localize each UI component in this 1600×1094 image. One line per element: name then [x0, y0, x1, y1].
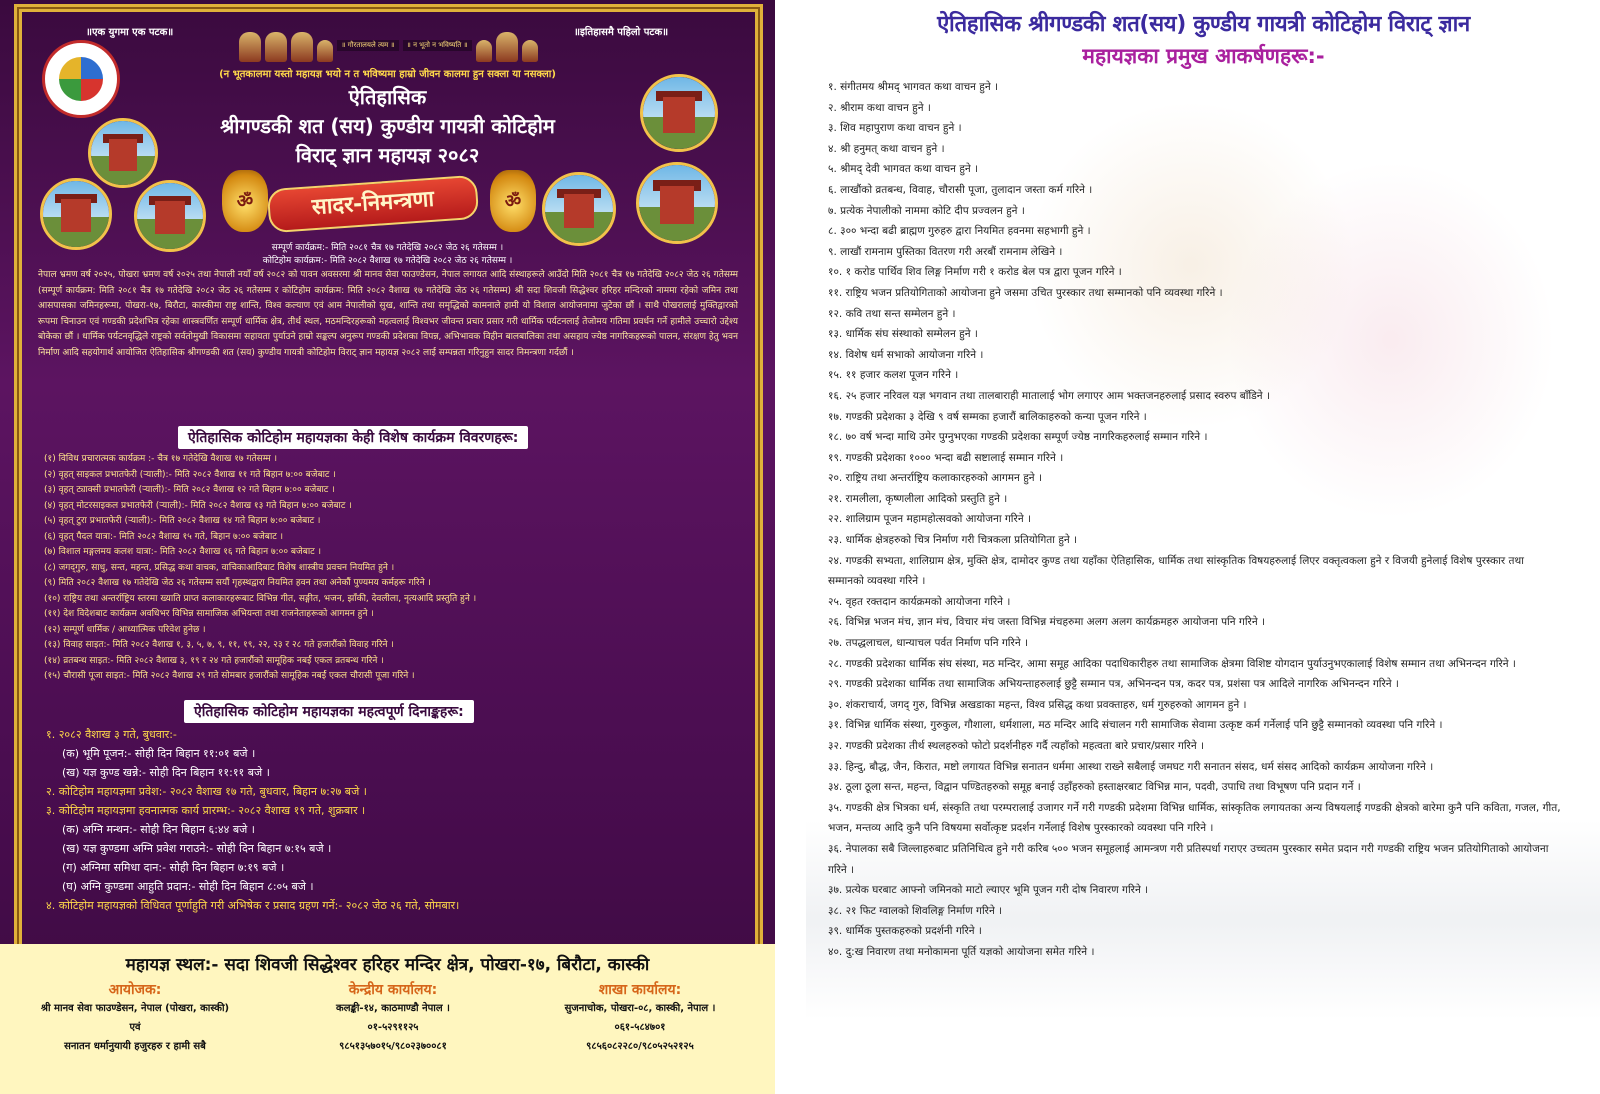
attraction-item: २१. रामलीला, कृष्णलीला आदिको प्रस्तुति हुने । [828, 492, 1008, 505]
attraction-item: ११. राष्ट्रिय भजन प्रतियोगिताको आयोजना हुने जसमा उचित पुरस्कार तथा सम्मानको पनि व्यवस्था गरिने । [828, 286, 1223, 299]
attraction-item: ३२. गण्डकी प्रदेशका तीर्थ स्थलहरुको फोटो प्रदर्शनीहरु गर्दै त्यहाँको महत्वता बारे प्रचार/प्रसार गरिने । [828, 740, 1204, 752]
program-item: (८) जगद्‍गुरु, साधु, सन्त, महन्त, प्रसिद्ध कथा वाचक, वाचिकाआदिबाट विशेष शास्त्रीय प्रवचन नियमित हुने । [44, 562, 395, 573]
program-item: (५) वृहत् टुरा प्रभातफेरी (र्‍याली):- मिति २०८२ वैशाख १४ गते बिहान ७:०० बजेबाट । [44, 516, 321, 526]
attraction-item: ३६. नेपालका सबै जिल्लाहरुबाट प्रतिनिधित्व हुने गरी करिब ५०० भजन समूहलाई आमन्त्रण गरी प्रतिस्पर्धा गराएर उच्चतम पुरस्कार समेत प्रदान गरी गण्डकी राष्ट्रिय भजन प्रतियोगिताको आयोजना गरिने । [828, 842, 1549, 876]
top-right-tag: ॥इतिहासमै पहिलो पटक॥ [574, 27, 669, 38]
organizer-heading: आयोजक: [108, 982, 162, 998]
attraction-item: १५. ११ हजार कलश पूजन गरिने । [828, 369, 959, 382]
kalash-om-icon: ॐ [222, 170, 268, 232]
program-item: (१४) व्रतबन्ध साइत:- मिति २०८२ वैशाख ३, १९ र २४ गते हजारौंको सामूहिक नबर्ई एकल व्रतबन्ध गरिने । [44, 655, 384, 666]
attractions-list [828, 77, 1563, 963]
program-item: (१५) चौरासी पूजा साइत:- मिति २०८२ वैशाख २९ गते सोमबार हजारौंको सामूहिक नबर्ई एकल चौरासी पूजा गरिने । [44, 671, 415, 681]
date-item: ३. कोटिहोम महायज्ञमा हवनात्मक कार्य प्रारम्भ:- २०८२ वैशाख १९ गते, शुक्रबार । [46, 804, 366, 817]
date-item: १. २०८२ वैशाख ३ गते, बुधवार:- [46, 728, 177, 741]
dates-list [46, 725, 459, 915]
date-item: २. कोटिहोम महायज्ञमा प्रवेश:- २०८२ वैशाख १७ गते, बुधवार, बिहान ७:२७ बजे । [46, 785, 367, 798]
poster-title-line2: श्रीगण्डकी शत (सय) कुण्डीय गायत्री कोटिहोम [220, 114, 555, 138]
pagoda-icon [522, 40, 538, 62]
deity-figure-icon [239, 32, 261, 62]
date-item: (ख) यज्ञ कुण्डमा अग्नि प्रवेश गराउने:- सोही दिन बिहान ७:१५ बजे । [62, 842, 332, 855]
temple-photo [542, 172, 616, 246]
deity-figure-icon [291, 32, 313, 62]
attraction-item: २०. राष्ट्रिय तथा अन्तर्राष्ट्रिय कलाकारहरुको आगमन हुने । [828, 472, 1042, 485]
attraction-item: ५. श्रीमद् देवी भागवत कथा वाचन हुने । [828, 163, 979, 176]
date-item: (ग) अग्निमा समिधा दान:- सोही दिन बिहान ७:१९ बजे । [62, 861, 285, 874]
attraction-item: १७. गण्डकी प्रदेशका ३ देखि ९ वर्ष सम्मका हजारौं बालिकाहरुको कन्या पूजन गरिने । [828, 410, 1147, 423]
attraction-item: ३५. गण्डकी क्षेत्र भित्रका धर्म, संस्कृति तथा परम्परालाई उजागर गर्ने गरी गण्डकी प्रदेशमा विभिन्न धार्मिक, सांस्कृतिक लगायतका अन्य विषयलाई गण्डकी क्षेत्रको बारेमा कुनै पनि कविता, गजल, गीत, भजन, मन्तव्य आदि कुनै पनि विषयमा सर्वोत्कृष्ट प्रदर्शन गर्नेलाई विशेष पुरस्कारको व्यवस्था पनि गरिने । [828, 801, 1561, 835]
attraction-item: १८. ७० वर्ष भन्दा माथि उमेर पुग्नुभएका गण्डकी प्रदेशका सम्पूर्ण ज्येष्ठ नागरिकहरुलाई सम्मान गरिने । [828, 431, 1208, 444]
program-item: (१३) विवाह साइत:- मिति २०८२ वैशाख १, ३, ५, ७, ९, ११, १९, २२, २३ र २८ गते हजारौंको विवाह गरिने । [44, 640, 394, 650]
attraction-item: ४. श्री हनुमत् कथा वाचन हुने । [828, 142, 945, 155]
organizer-conjunction: एवं [129, 1022, 141, 1033]
program-item: (१) विविध प्रचारात्मक कार्यक्रम :- चैत्र १७ गतेदेखि वैशाख १७ गतेसम्म । [44, 454, 278, 464]
venue-text: महायज्ञ स्थल:- सदा शिवजी सिद्धेश्वर हरिहर मन्दिर क्षेत्र, पोखरा-१७, बिरौटा, कास्की [125, 955, 650, 975]
date-item: ४. कोटिहोम महायज्ञको विधिवत पूर्णाहुति गरी अभिषेक र प्रसाद ग्रहण गर्ने:- २०८२ जेठ २६ गते, सोमबार। [46, 899, 460, 912]
top-left-tag: ॥एक युगमा एक पटक॥ [86, 27, 174, 38]
deity-strip-text-2: ॥ न भूतो न भविष्यति ॥ [403, 40, 472, 51]
program-item: (७) विशाल मङ्गलमय कलश यात्रा:- मिति २०८२ वैशाख १६ गते बिहान ७:०० बजेबाट । [44, 547, 321, 557]
date-item: (क) अग्नि मन्थन:- सोही दिन बिहान ६:४४ बजे । [62, 823, 255, 836]
programs-list [44, 452, 476, 685]
attraction-item: २६. विभिन्न भजन मंच, ज्ञान मंच, विचार मंच जस्ता विभिन्न मंचहरुमा अलग अलग कार्यक्रमहरु आयोजना पनि गरिने । [828, 616, 1265, 629]
invitation-banner: सादर-निमन्त्रणा [267, 175, 480, 234]
intro-paragraph: नेपाल भ्रमण वर्ष २०२५, पोखरा भ्रमण वर्ष २०२५ तथा नेपाली नयाँ वर्ष २०८२ को पावन अवसरमा श्री मानव सेवा फाउण्डेसन, नेपाल लगायत आदि संस्थाहरूले आउँदो मिति २०८१ चैत्र १७ गतेदेखि २०८२ जेठ २६ गतेसम्म (सम्पूर्ण कार्यक्रम: मिति २०८१ चैत्र १७ गतेदेखि २०८२ जेठ २६ गतेसम्म र कोटिहोम कार्यक्रम: मिति २०८२ वैशाख १७ गतेदेखि जेठ २६ गतेसम्म) श्री सदा शिवजी सिद्धेश्वर हरिहर मन्दिरको नाममा रहेको जमिन तथा आसपासका जमिनहरूमा, पोखरा-१७, बिरौटा, कास्कीमा राष्ट्र शान्ति, विश्व कल्याण एवं आम नेपालीको सुख, शान्ति तथा समृद्धिको कामनाले हामी यो विशाल आयोजनामा जुटेका छौं । साथै पोखरालाई मुक्तिद्वारको रूपमा चिनाउन एवं गण्डकी प्रदेशभित्र रहेका शास्त्रवर्णित सम्पूर्ण धार्मिक क्षेत्र, तीर्थ स्थल, मठमन्दिरहरूको महत्वलाई विश्वभर जीवन्त प्रचार प्रसार गरी धार्मिक पर्यटनलाई तेजोमय गतिमा प्रवर्धन गर्ने हामीले उच्चारो उद्देश्य बोकेका छौं । धार्मिक पर्यटनवृद्धिले राष्ट्रको सर्वतोमुखी विकासमा सहायता पुर्याउने हाम्रो सङ्कल्प अनुरूप गण्डकी प्रदेशका विपन्न, अभिभावक विहीन बालबालिका तथा असहाय ज्येष्ठ नागरिकहरूको पालन, संरक्षण हेतु भवन निर्माण आदि सहयोगार्थ आयोजित ऐतिहासिक श्रीगण्डकी शत (सय) कुण्डीय गायत्री कोटिहोम विराट् ज्ञान महायज्ञ २०८२ लाई सम्पन्नता गरिनुहुन सादर निमन्त्रणा गर्दछौं । [38, 270, 738, 358]
deity-figure-icon [317, 40, 333, 62]
program-item: (२) वृहत् साइकल प्रभातफेरी (र्‍याली):- मिति २०८२ वैशाख ११ गते बिहान ७:०० बजेबाट । [44, 469, 336, 480]
program-item: (१०) राष्ट्रिय तथा अन्तर्राष्ट्रिय स्तरमा ख्याति प्राप्त कलाकारहरूबाट विभिन्न गीत, सङ्गीत, भजन, झाँकी, देवलीला, नृत्यआदि प्रस्तुति हुने । [44, 593, 477, 604]
central-office-phone: ०१-५२९११२५ [367, 1022, 419, 1033]
attraction-item: ३४. ठूला ठूला सन्त, महन्त, विद्वान पण्डितहरुको समूह बनाई उहाँहरुको हस्ताक्षरबाट विभिन्न मान, पदवी, उपाधि तथा विभूषण पनि प्रदान गर्ने । [828, 781, 1361, 794]
poster-title-line1: ऐतिहासिक [348, 85, 427, 109]
attraction-item: २९. गण्डकी प्रदेशका धार्मिक तथा सामाजिक अभियन्ताहरुलाई छुट्टै सम्मान पत्र, अभिनन्दन पत्र, कदर पत्र, प्रशंसा पत्र आदिले नागरिक अभिनन्दन गरिने । [828, 678, 1399, 691]
attractions-page [806, 0, 1600, 1094]
attraction-item: १२. कवि तथा सन्त सम्मेलन हुने । [828, 307, 956, 320]
central-office-mobile: ९८५१३५७०१५/९८०२३७००८१ [339, 1041, 447, 1052]
organizer-name: श्री मानव सेवा फाउण्डेसन, नेपाल (पोखरा, कास्की) [40, 1003, 230, 1014]
date-item: (ख) यज्ञ कुण्ड खन्ने:- सोही दिन बिहान ११:११ बजे । [62, 766, 270, 779]
attraction-item: २२. शालिग्राम पूजन महामहोत्सवको आयोजना गरिने । [828, 513, 1031, 526]
attraction-item: ७. प्रत्येक नेपालीको नाममा कोटि दीप प्रज्वलन हुने । [828, 204, 1025, 217]
attraction-item: ३७. प्रत्येक घरबाट आफ्नो जमिनको माटो ल्याएर भूमि पूजन गरी दोष निवारण गरिने । [828, 884, 1149, 897]
attraction-item: ३८. २१ फिट ग्वालको शिवलिङ्ग निर्माण गरिने । [828, 904, 1003, 917]
program-item: (९) मिति २०८२ वैशाख १७ गतेदेखि जेठ २६ गतेसम्म सयौं गृहस्थद्वारा नियमित हवन तथा अनेकौं पुण्यमय कर्महरू गरिने । [44, 578, 431, 588]
attraction-item: १. संगीतमय श्रीमद् भागवत कथा वाचन हुने । [828, 81, 999, 93]
program-item: (११) देश विदेशबाट कार्यक्रम अवधिभर विभिन्न सामाजिक अभियन्ता तथा राजनेताहरूको आगमन हुने । [44, 609, 374, 619]
poster-title-line3: विराट् ज्ञान महायज्ञ २०८२ [295, 143, 480, 167]
program-item: (४) वृहत् मोटरसाइकल प्रभातफेरी (र्‍याली):- मिति २०८२ वैशाख १३ गते बिहान ७:०० बजेबाट । [44, 500, 352, 511]
temple-photo [636, 162, 718, 244]
programs-heading: ऐतिहासिक कोटिहोम महायज्ञका केही विशेष कार्यक्रम विवरणहरू: [178, 426, 528, 449]
deity-figure-icon [265, 32, 287, 62]
attraction-item: २३. धार्मिक क्षेत्रहरुको चित्र निर्माण गरी चित्रकला प्रतियोगिता हुने । [828, 534, 1078, 547]
attractions-subtitle: महायज्ञका प्रमुख आकर्षणहरू:- [1082, 44, 1325, 68]
attractions-title: ऐतिहासिक श्रीगण्डकी शत(सय) कुण्डीय गायत्री कोटिहोम विराट् ज्ञान [937, 12, 1470, 37]
deity-figure-icon [496, 32, 518, 62]
branch-office-address: सुजनाचोक, पोखरा-०८, कास्की, नेपाल । [564, 1003, 716, 1014]
schedule-line-2: कोटिहोम कार्यक्रम:- मिति २०८२ वैशाख १७ गतेदेखि २०८२ जेठ २६ गतेसम्म । [262, 256, 513, 266]
attraction-item: १९. गण्डकी प्रदेशका १००० भन्दा बढी सष्टालाई सम्मान गरिने । [828, 451, 1064, 464]
deity-strip-text-1: ॥ गौरतालयले त्यम ॥ [337, 40, 398, 51]
attraction-item: २४. गण्डकी सभ्यता, शालिग्राम क्षेत्र, मुक्ति क्षेत्र, दामोदर कुण्ड तथा यहाँका ऐतिहासिक, धार्मिक तथा सांस्कृतिक विषयहरुलाई लिएर वक्तृत्वकला हुने र विजयी हुनेलाई विशेष पुरस्कार तथा सम्मानको व्यवस्था गरिने । [828, 554, 1524, 588]
attraction-item: १६. २५ हजार नरिवल यज्ञ भगवान तथा तालबाराही मातालाई भोग लगाएर आम भक्तजनहरुलाई प्रसाद स्वरुप बाँडिने । [828, 389, 1270, 402]
attraction-item: १०. १ करोड पार्थिव शिव लिङ्ग निर्माण गरी १ करोड बेल पत्र द्वारा पूजन गरिने । [828, 266, 1122, 279]
attraction-item: २७. तपद्धलाचल, धान्याचल पर्वत निर्माण पनि गरिने । [828, 637, 1028, 650]
branch-office-block [515, 980, 765, 1056]
attraction-item: ४०. दु:ख निवारण तथा मनोकामना पूर्ति यज्ञको आयोजना समेत गरिने । [828, 945, 1095, 958]
central-office-heading: केन्द्रीय कार्यालय: [348, 982, 438, 998]
invitation-poster [0, 0, 775, 1094]
branch-office-phone: ०६१-५८४७०१ [614, 1022, 666, 1033]
date-item: (क) भूमि पूजन:- सोही दिन बिहान ११:०१ बजे । [62, 747, 256, 760]
attraction-item: ८. ३०० भन्दा बढी ब्राह्मण गुरुहरु द्वारा नियमित हवनमा सहभागी हुने । [828, 225, 1091, 238]
temple-icon [476, 40, 492, 62]
attraction-item: ३. शिव महापुराण कथा वाचन हुने । [828, 122, 962, 135]
schedule-line-1: सम्पूर्ण कार्यक्रम:- मिति २०८१ चैत्र १७ गतेदेखि २०८२ जेठ २६ गतेसम्म । [271, 243, 504, 253]
venue-band [0, 944, 775, 1094]
attraction-item: १४. विशेष धर्म सभाको आयोजना गरिने । [828, 348, 984, 361]
date-item: (घ) अग्नि कुण्डमा आहुति प्रदान:- सोही दिन बिहान ८:०५ बजे । [62, 880, 314, 893]
poster-tagline: (न भूतकालमा यस्तो महायज्ञ भयो न त भविष्यमा हाम्रो जीवन कालमा हुन सक्ला या नसक्ला) [219, 69, 556, 80]
deity-image-strip [216, 28, 561, 62]
program-item: (१२) सम्पूर्ण धार्मिक / आध्यात्मिक परिवेश हुनेछ । [44, 624, 206, 635]
attraction-item: ३०. शंकराचार्य, जगद् गुरु, विभिन्न अखडाका महन्त, विश्व प्रसिद्ध कथा प्रवक्ताहरु, धर्म गुरुहरुको आगमन हुने । [828, 698, 1247, 711]
attraction-item: २. श्रीराम कथा वाचन हुने । [828, 101, 931, 114]
organizer-supporters: सनातन धर्मानुयायी हजुरहरु र हामी सबै [64, 1041, 206, 1052]
attraction-item: २५. वृहत रक्तदान कार्यक्रमको आयोजना गरिने । [828, 595, 1011, 608]
branch-office-heading: शाखा कार्यालय: [598, 982, 682, 998]
attraction-item: ६. लाखौंको व्रतबन्ध, विवाह, चौरासी पूजा, तुलादान जस्ता कर्म गरिने । [828, 183, 1093, 196]
central-office-block [268, 980, 518, 1056]
attraction-item: १३. धार्मिक संघ संस्थाको सम्मेलन हुने । [828, 328, 978, 341]
organizer-block [10, 980, 260, 1056]
temple-photo-seal [88, 118, 158, 188]
central-office-address: कलङ्की-१४, काठमाण्डौ नेपाल । [336, 1003, 450, 1014]
attraction-item: ३९. धार्मिक पुस्तकहरुको प्रदर्शनी गरिने । [828, 925, 982, 938]
kalash-om-icon: ॐ [490, 170, 536, 232]
dates-heading: ऐतिहासिक कोटिहोम महायज्ञका महत्वपूर्ण दिनाङ्कहरू: [184, 700, 474, 723]
program-item: (३) वृहत् ट्याक्सी प्रभातफेरी (र्‍याली):- मिति २०८२ वैशाख १२ गते बिहान ७:०० बजेबाट । [44, 485, 335, 495]
attraction-item: ३१. विभिन्न धार्मिक संस्था, गुरुकुल, गौशाला, धर्मशाला, मठ मन्दिर आदि संचालन गरी सामाजिक सेवामा उत्कृष्ट कर्म गर्नेलाई पनि छुट्टै सम्मानको व्यवस्था पनि गरिने । [828, 719, 1443, 732]
attraction-item: ९. लाखौं रामनाम पुस्तिका वितरण गरी अरबौं रामनाम लेखिने । [828, 245, 1063, 258]
attraction-item: २८. गण्डकी प्रदेशका धार्मिक संघ संस्था, मठ मन्दिर, आमा समूह आदिका पदाधिकारीहरु तथा सामाजिक क्षेत्रमा विशिष्ट योगदान पुर्याउनुभएकालाई विशेष सम्मान तथा अभिनन्दन गरिने । [828, 657, 1516, 670]
program-item: (६) वृहत् पैदल यात्रा:- मिति २०८२ वैशाख १५ गते, बिहान ७:०० बजेबाट । [44, 531, 284, 542]
temple-photo [640, 74, 718, 152]
branch-office-mobile: ९८५६०८२२८०/९८०५२५२१२५ [586, 1041, 694, 1052]
attraction-item: ३३. हिन्दु, बौद्ध, जैन, किरात, मष्टो लगायत विभिन्न सनातन धर्ममा आस्था राख्ने सबैलाई जमघट गरी सनातन संसद, धर्म संसद आदिको कार्यक्रम आयोजना गरिने । [828, 760, 1434, 773]
